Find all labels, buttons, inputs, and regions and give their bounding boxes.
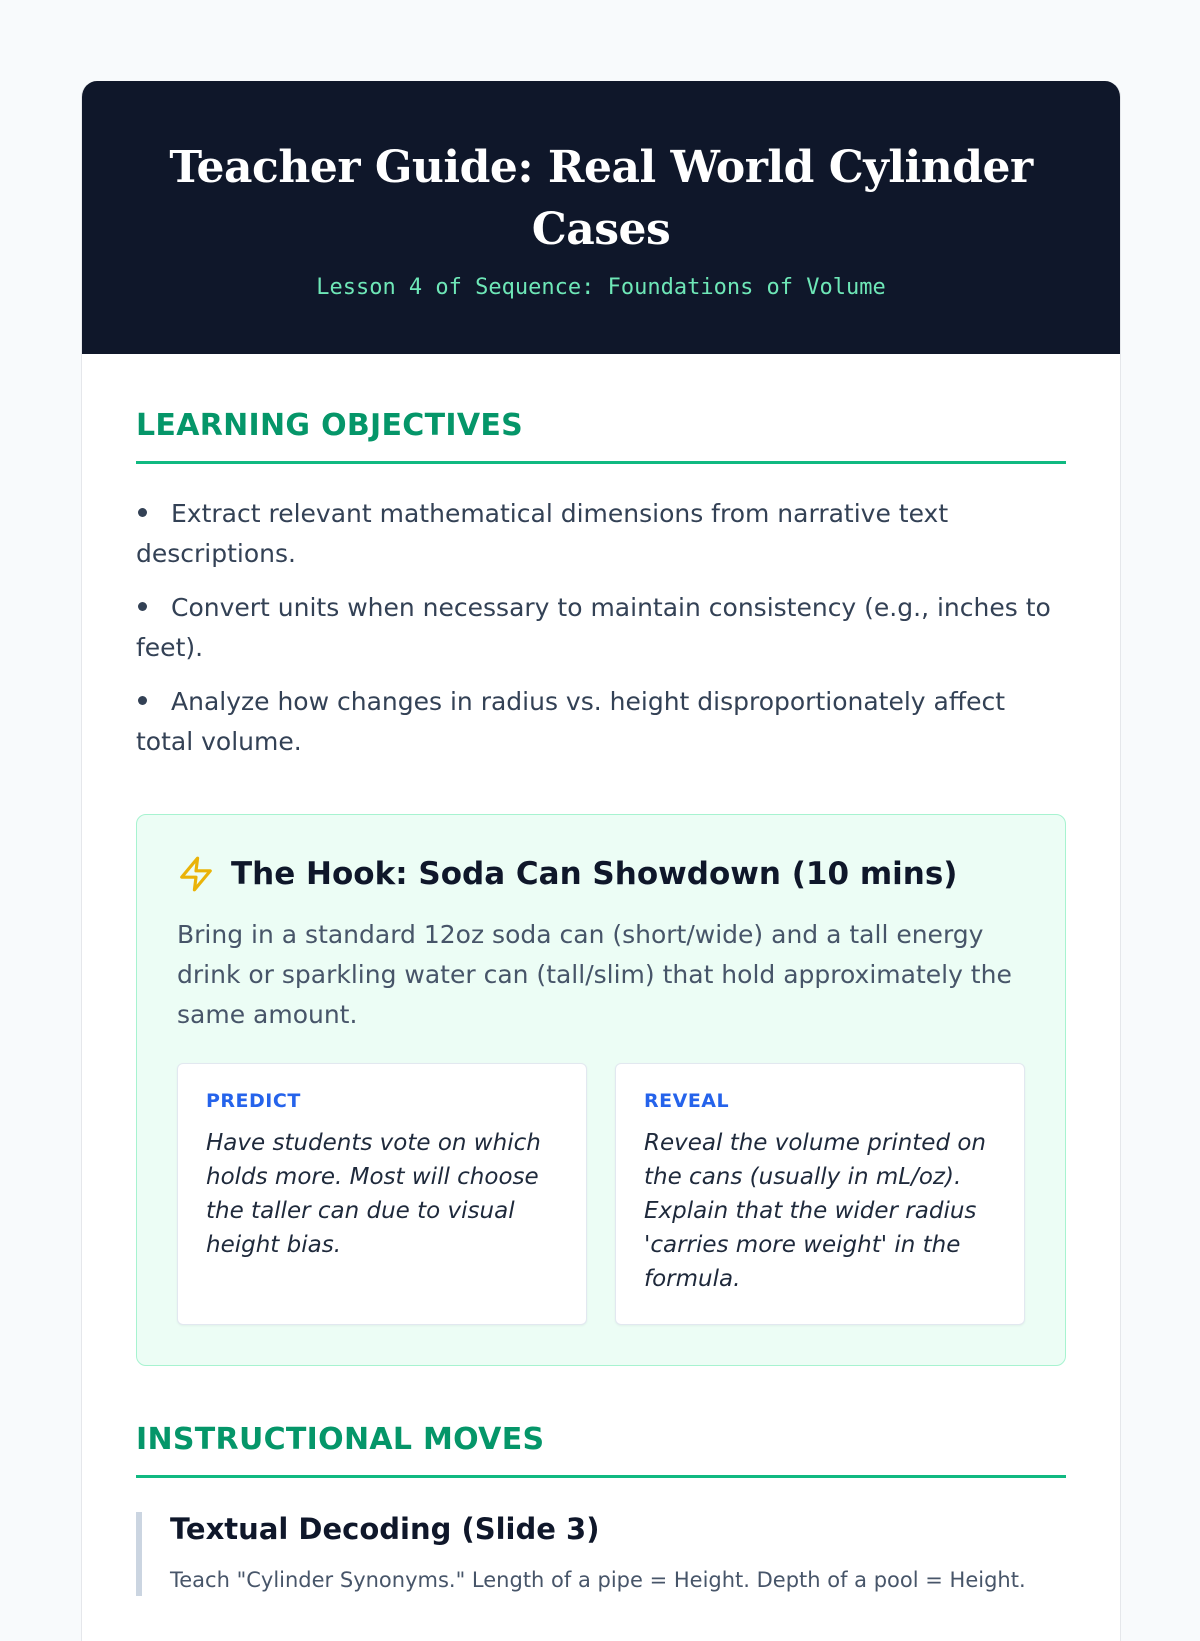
reveal-text: Reveal the volume printed on the cans (usually in mL/oz). Explain that the wider radius 'carries more weight' in the formula.: [644, 1130, 987, 1292]
hook-boxes: [177, 1063, 1025, 1325]
instructional-moves-section: [136, 1422, 1066, 1596]
objective-item: [136, 494, 1066, 574]
predict-box: [177, 1063, 587, 1325]
objectives-list: [136, 494, 1066, 762]
objective-text: Extract relevant mathematical dimensions from narrative text descriptions.: [136, 499, 949, 568]
predict-text: Have students vote on which holds more. Most will choose the taller can due to visual height bias.: [206, 1130, 541, 1258]
move-title: Textual Decoding (Slide 3): [170, 1512, 600, 1546]
predict-label: PREDICT: [206, 1090, 301, 1112]
hook-title-row: [177, 855, 1025, 893]
hook-panel: [136, 814, 1066, 1366]
objective-text: Convert units when necessary to maintain consistency (e.g., inches to feet).: [136, 593, 1051, 662]
reveal-box: [615, 1063, 1025, 1325]
moves-heading: INSTRUCTIONAL MOVES: [136, 1422, 1066, 1478]
objective-text: Analyze how changes in radius vs. height disproportionately affect total volume.: [136, 687, 1006, 756]
objective-item: [136, 682, 1066, 762]
guide-header: [82, 81, 1120, 354]
bullet-icon: [138, 696, 147, 705]
bullet-icon: [138, 508, 147, 517]
page-title: Teacher Guide: Real World Cylinder Cases: [169, 142, 1033, 255]
lightning-icon: [177, 855, 215, 893]
guide-card: [81, 81, 1121, 1641]
objectives-heading: LEARNING OBJECTIVES: [136, 408, 1066, 464]
objective-item: [136, 588, 1066, 668]
page-subtitle: Lesson 4 of Sequence: Foundations of Volume: [316, 275, 886, 300]
bullet-icon: [138, 602, 147, 611]
hook-title: The Hook: Soda Can Showdown (10 mins): [231, 856, 958, 892]
move-item: [136, 1512, 1066, 1596]
hook-description: Bring in a standard 12oz soda can (short/wide) and a tall energy drink or sparkling water can (tall/slim) that hold approximately the same amount.: [177, 920, 1012, 1029]
reveal-label: REVEAL: [644, 1090, 730, 1112]
move-text: Teach "Cylinder Synonyms." Length of a pipe = Height. Depth of a pool = Height.: [170, 1568, 1026, 1592]
guide-content: [82, 354, 1120, 1596]
